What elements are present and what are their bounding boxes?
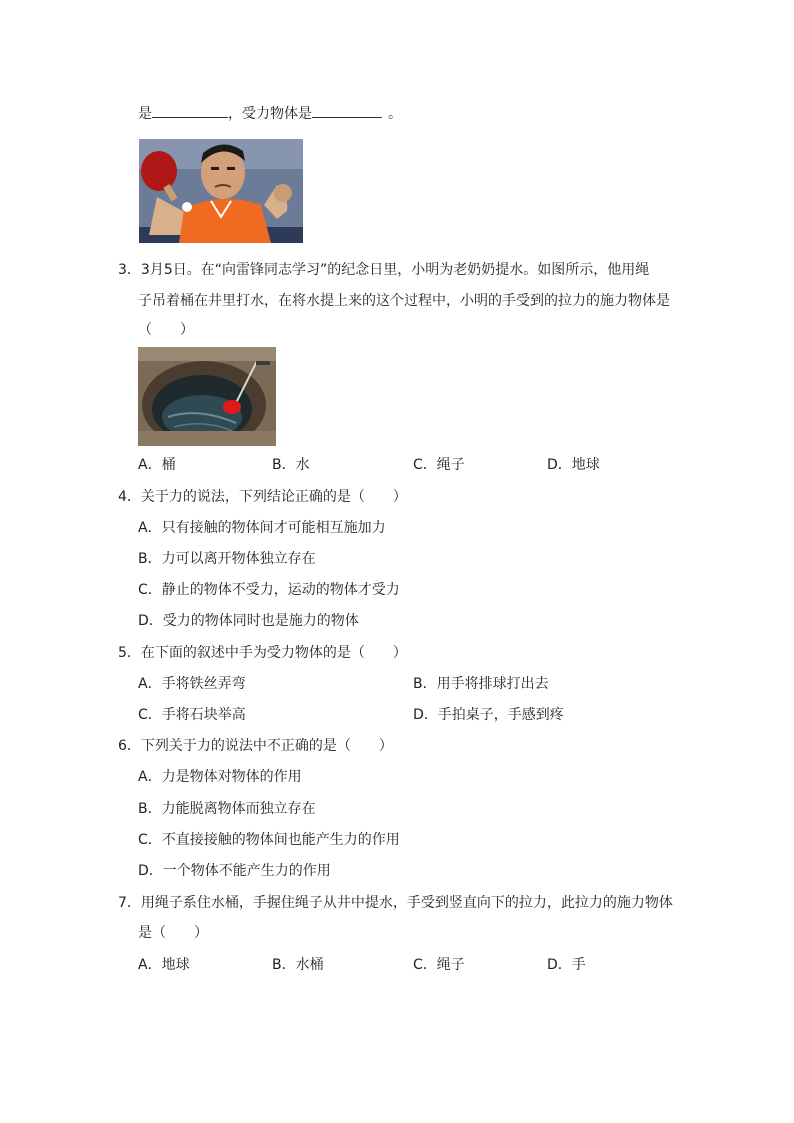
q6-option-b[interactable]: B．力能脱离物体而独立存在 [138,801,316,817]
q6-option-c[interactable]: C．不直接接触的物体间也能产生力的作用 [138,832,400,848]
q7-stem-line-2: 是（ ） [138,925,208,941]
q6-stem: 6．下列关于力的说法中不正确的是（ ） [118,738,393,754]
q7-stem-line-1: 7．用绳子系住水桶，手握住绳子从井中提水，手受到竖直向下的拉力，此拉力的施力物体 [118,895,673,911]
q3-option-c[interactable]: C．绳子 [413,457,465,473]
q4-stem: 4．关于力的说法，下列结论正确的是（ ） [118,489,407,505]
q5-option-c[interactable]: C．手将石块举高 [138,707,246,723]
q3-answer-bracket: （ ） [138,322,194,338]
q5-option-d[interactable]: D．手拍桌子，手感到疼 [413,707,564,723]
q5-option-a[interactable]: A．手将铁丝弄弯 [138,676,246,692]
answer-blank-1[interactable] [152,103,228,118]
q2-middle: ，受力物体是 [228,106,312,122]
well-illustration [138,347,276,446]
q4-option-d[interactable]: D．受力的物体同时也是施力的物体 [138,613,359,629]
answer-blank-2[interactable] [312,103,382,118]
q4-option-a[interactable]: A．只有接触的物体间才可能相互施加力 [138,520,386,536]
q6-option-a[interactable]: A．力是物体对物体的作用 [138,769,302,785]
q2-prefix: 是 [138,106,152,122]
table-tennis-illustration [139,139,303,243]
q3-stem-line-2: 子吊着桶在井里打水，在将水提上来的这个过程中，小明的手受到的拉力的施力物体是 [138,293,670,309]
q4-option-b[interactable]: B．力可以离开物体独立存在 [138,551,316,567]
q3-option-d[interactable]: D．地球 [547,457,600,473]
q3-option-a[interactable]: A．桶 [138,457,176,473]
q7-option-d[interactable]: D．手 [547,957,586,973]
well-bucket-photo [138,347,276,446]
q7-option-a[interactable]: A．地球 [138,957,190,973]
q2-fill-line [138,103,402,124]
q7-option-b[interactable]: B．水桶 [272,957,324,973]
q2-end: 。 [388,106,402,122]
q7-option-c[interactable]: C．绳子 [413,957,465,973]
q3-option-b[interactable]: B．水 [272,457,310,473]
q6-option-d[interactable]: D．一个物体不能产生力的作用 [138,863,331,879]
q5-option-b[interactable]: B．用手将排球打出去 [413,676,549,692]
table-tennis-photo [139,139,303,243]
q4-option-c[interactable]: C．静止的物体不受力，运动的物体才受力 [138,582,400,598]
q3-stem-line-1: 3．3月5日。在“向雷锋同志学习”的纪念日里，小明为老奶奶提水。如图所示，他用绳 [118,262,650,278]
q5-stem: 5．在下面的叙述中手为受力物体的是（ ） [118,645,407,661]
